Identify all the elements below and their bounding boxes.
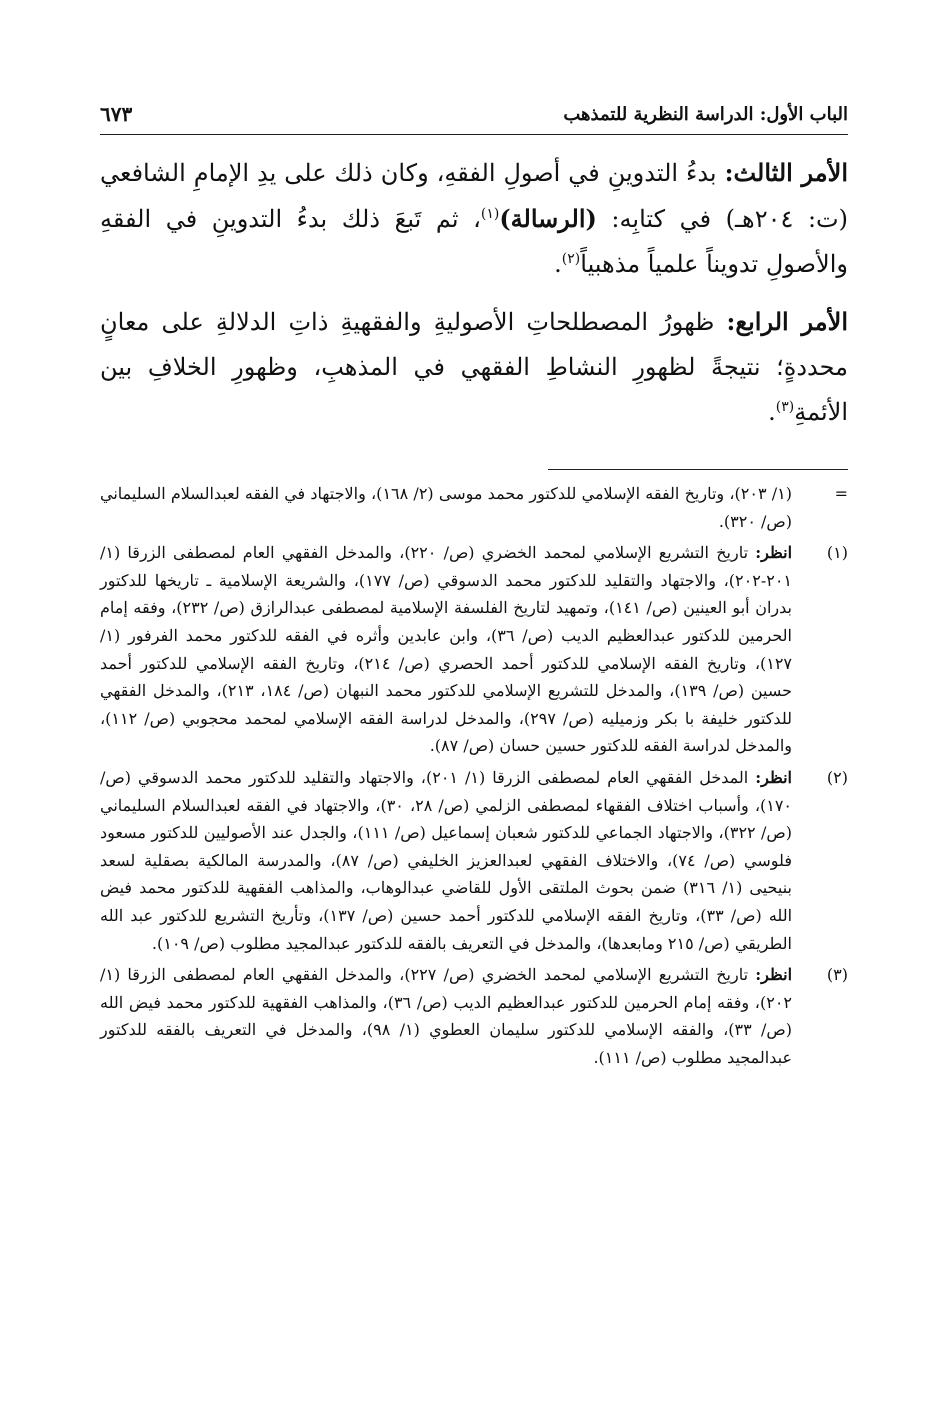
page-header — [100, 98, 848, 135]
paragraph-lead: الأمر الثالث: — [724, 158, 848, 187]
footnote-lead: انظر: — [755, 965, 793, 985]
footnote-ref: (١) — [480, 206, 500, 222]
paragraph-third-matter — [100, 150, 848, 287]
footnote-lead: انظر: — [755, 767, 792, 787]
footnote-text: تاريخ التشريع الإسلامي لمحمد الخضري (ص/ ٢٢٠)، والمدخل الفقهي العام لمصطفى الزرقا (١/ ٢٠١-٢٠٢)، والاجتهاد والتقليد للدكتور محمد الدسوقي (ص/ ١٧٧)، والشريعة الإسلامية ـ تاريخها للدكتور بدران أبو العينين (ص/ ١٤١)، وتمهيد لتاريخ الفلسفة الإسلامية لمصطفى عبدالرازق (ص/ ٢٣٢)، وفقه إمام الحرمين للدكتور عبدالعظيم الديب (ص/ ٣٦)، وابن عابدين وأثره في الفقه للدكتور محمد الفرفور (١/ ١٢٧)، وتاريخ الفقه الإسلامي للدكتور أحمد الحصري (ص/ ٢١٤)، وتاريخ الفقه الإسلامي للدكتور أحمد حسين (ص/ ١٣٩)، والمدخل للتشريع الإسلامي للدكتور محمد النبهان (ص/ ١٨٤، ٢١٣)، والمدخل الفقهي للدكتور خليفة با بكر وزميليه (ص/ ٢٩٧)، والمدخل لدراسة الفقه الإسلامي لمحمد محجوبي (ص/ ١١٢)، والمدخل لدراسة الفقه للدكتور حسين حسان (ص/ ٨٧). — [100, 543, 793, 756]
footnote-text: المدخل الفقهي العام لمصطفى الزرقا (١/ ٢٠١)، والاجتهاد والتقليد للدكتور محمد الدسوقي (ص/ ١٧٠)، وأسباب اختلاف الفقهاء لمصطفى الزلمي (ص/ ٢٨، ٣٠)، والاجتهاد في الفقه لعبدالسلام السليماني (ص/ ٣٢٢)، والاجتهاد الجماعي للدكتور شعبان إسماعيل (ص/ ١١١)، والجدل عند الأصوليين للدكتور مسعود فلوسي (ص/ ٧٤)، والاختلاف الفقهي لعبدالعزيز الخليفي (ص/ ٨٧)، والمدرسة المالكية بصقلية لسعد بنيحيى (١/ ٣١٦) ضمن بحوث الملتقى الأول للقاضي عبدالوهاب، والمذاهب الفقهية للدكتور محمد فيض الله (ص/ ٣٣)، وتاريخ الفقه الإسلامي للدكتور أحمد حسين (ص/ ١٣٧)، وتأريخ التشريع للدكتور عبد الله الطريقي (ص/ ٢١٥ ومابعدها)، والمدخل في التعريف بالفقه للدكتور عبدالمجيد مطلوب (ص/ ١٠٩). — [100, 767, 793, 953]
footnote-marker: (١) — [826, 543, 848, 563]
paragraph-text: ظهورُ المصطلحاتِ الأصوليةِ والفقهيةِ ذاتِ الدلالةِ على معانٍ محددةٍ؛ نتيجةً لظهورِ النشاطِ الفقهي في المذهبِ، وظهورِ الخلافِ بين الأئمةِ — [100, 308, 848, 426]
footnote-marker: (٢) — [826, 767, 848, 787]
footnote-ref: (٣) — [775, 399, 795, 415]
footnote-marker: = — [834, 484, 848, 503]
paragraph-lead: الأمر الرابع: — [726, 307, 848, 336]
footnote-3 — [100, 961, 848, 1071]
footnote-1 — [100, 539, 848, 760]
footnote-text: تاريخ التشريع الإسلامي لمحمد الخضري (ص/ ٢٢٧)، والمدخل الفقهي العام لمصطفى الزرقا (١/ ٢٠٢)، وفقه إمام الحرمين للدكتور عبدالعظيم الديب (ص/ ٣٦)، والمذاهب الفقهية للدكتور محمد فيض الله (ص/ ٣٣)، والفقه الإسلامي للدكتور سليمان العطوي (١/ ٩٨)، والمدخل في التعريف بالفقه للدكتور عبدالمجيد مطلوب (ص/ ١١١). — [100, 965, 792, 1067]
paragraph-end: . — [554, 250, 562, 278]
main-text — [100, 150, 848, 447]
footnote-separator — [548, 469, 848, 470]
book-title-quote: (الرسالة) — [499, 204, 597, 233]
footnotes — [100, 480, 848, 1075]
footnote-2 — [100, 764, 848, 957]
paragraph-text: بدءُ التدوينِ في أصولِ الفقهِ، وكان ذلك على يدِ الإمامِ الشافعي (ت: ٢٠٤هـ) في كتابِه: — [100, 159, 849, 233]
paragraph-fourth-matter — [100, 299, 848, 435]
footnote-lead: انظر: — [755, 543, 793, 563]
paragraph-text: ، ثم تَبعَ ذلك بدءُ التدوينِ في الفقهِ والأصولِ تدويناً علمياً مذهبياً — [100, 205, 848, 278]
footnote-ref: (٢) — [561, 251, 581, 267]
footnote-text: (١/ ٢٠٣)، وتاريخ الفقه الإسلامي للدكتور محمد موسى (٢/ ١٦٨)، والاجتهاد في الفقه لعبدالسلام السليماني (ص/ ٣٢٠). — [100, 484, 792, 531]
running-title: الباب الأول: الدراسة النظرية للتمذهب — [563, 104, 848, 125]
footnote-marker: (٣) — [826, 965, 848, 985]
footnote-continuation — [100, 480, 848, 535]
paragraph-end: . — [768, 398, 776, 426]
page-number: ٦٧٣ — [100, 102, 133, 126]
